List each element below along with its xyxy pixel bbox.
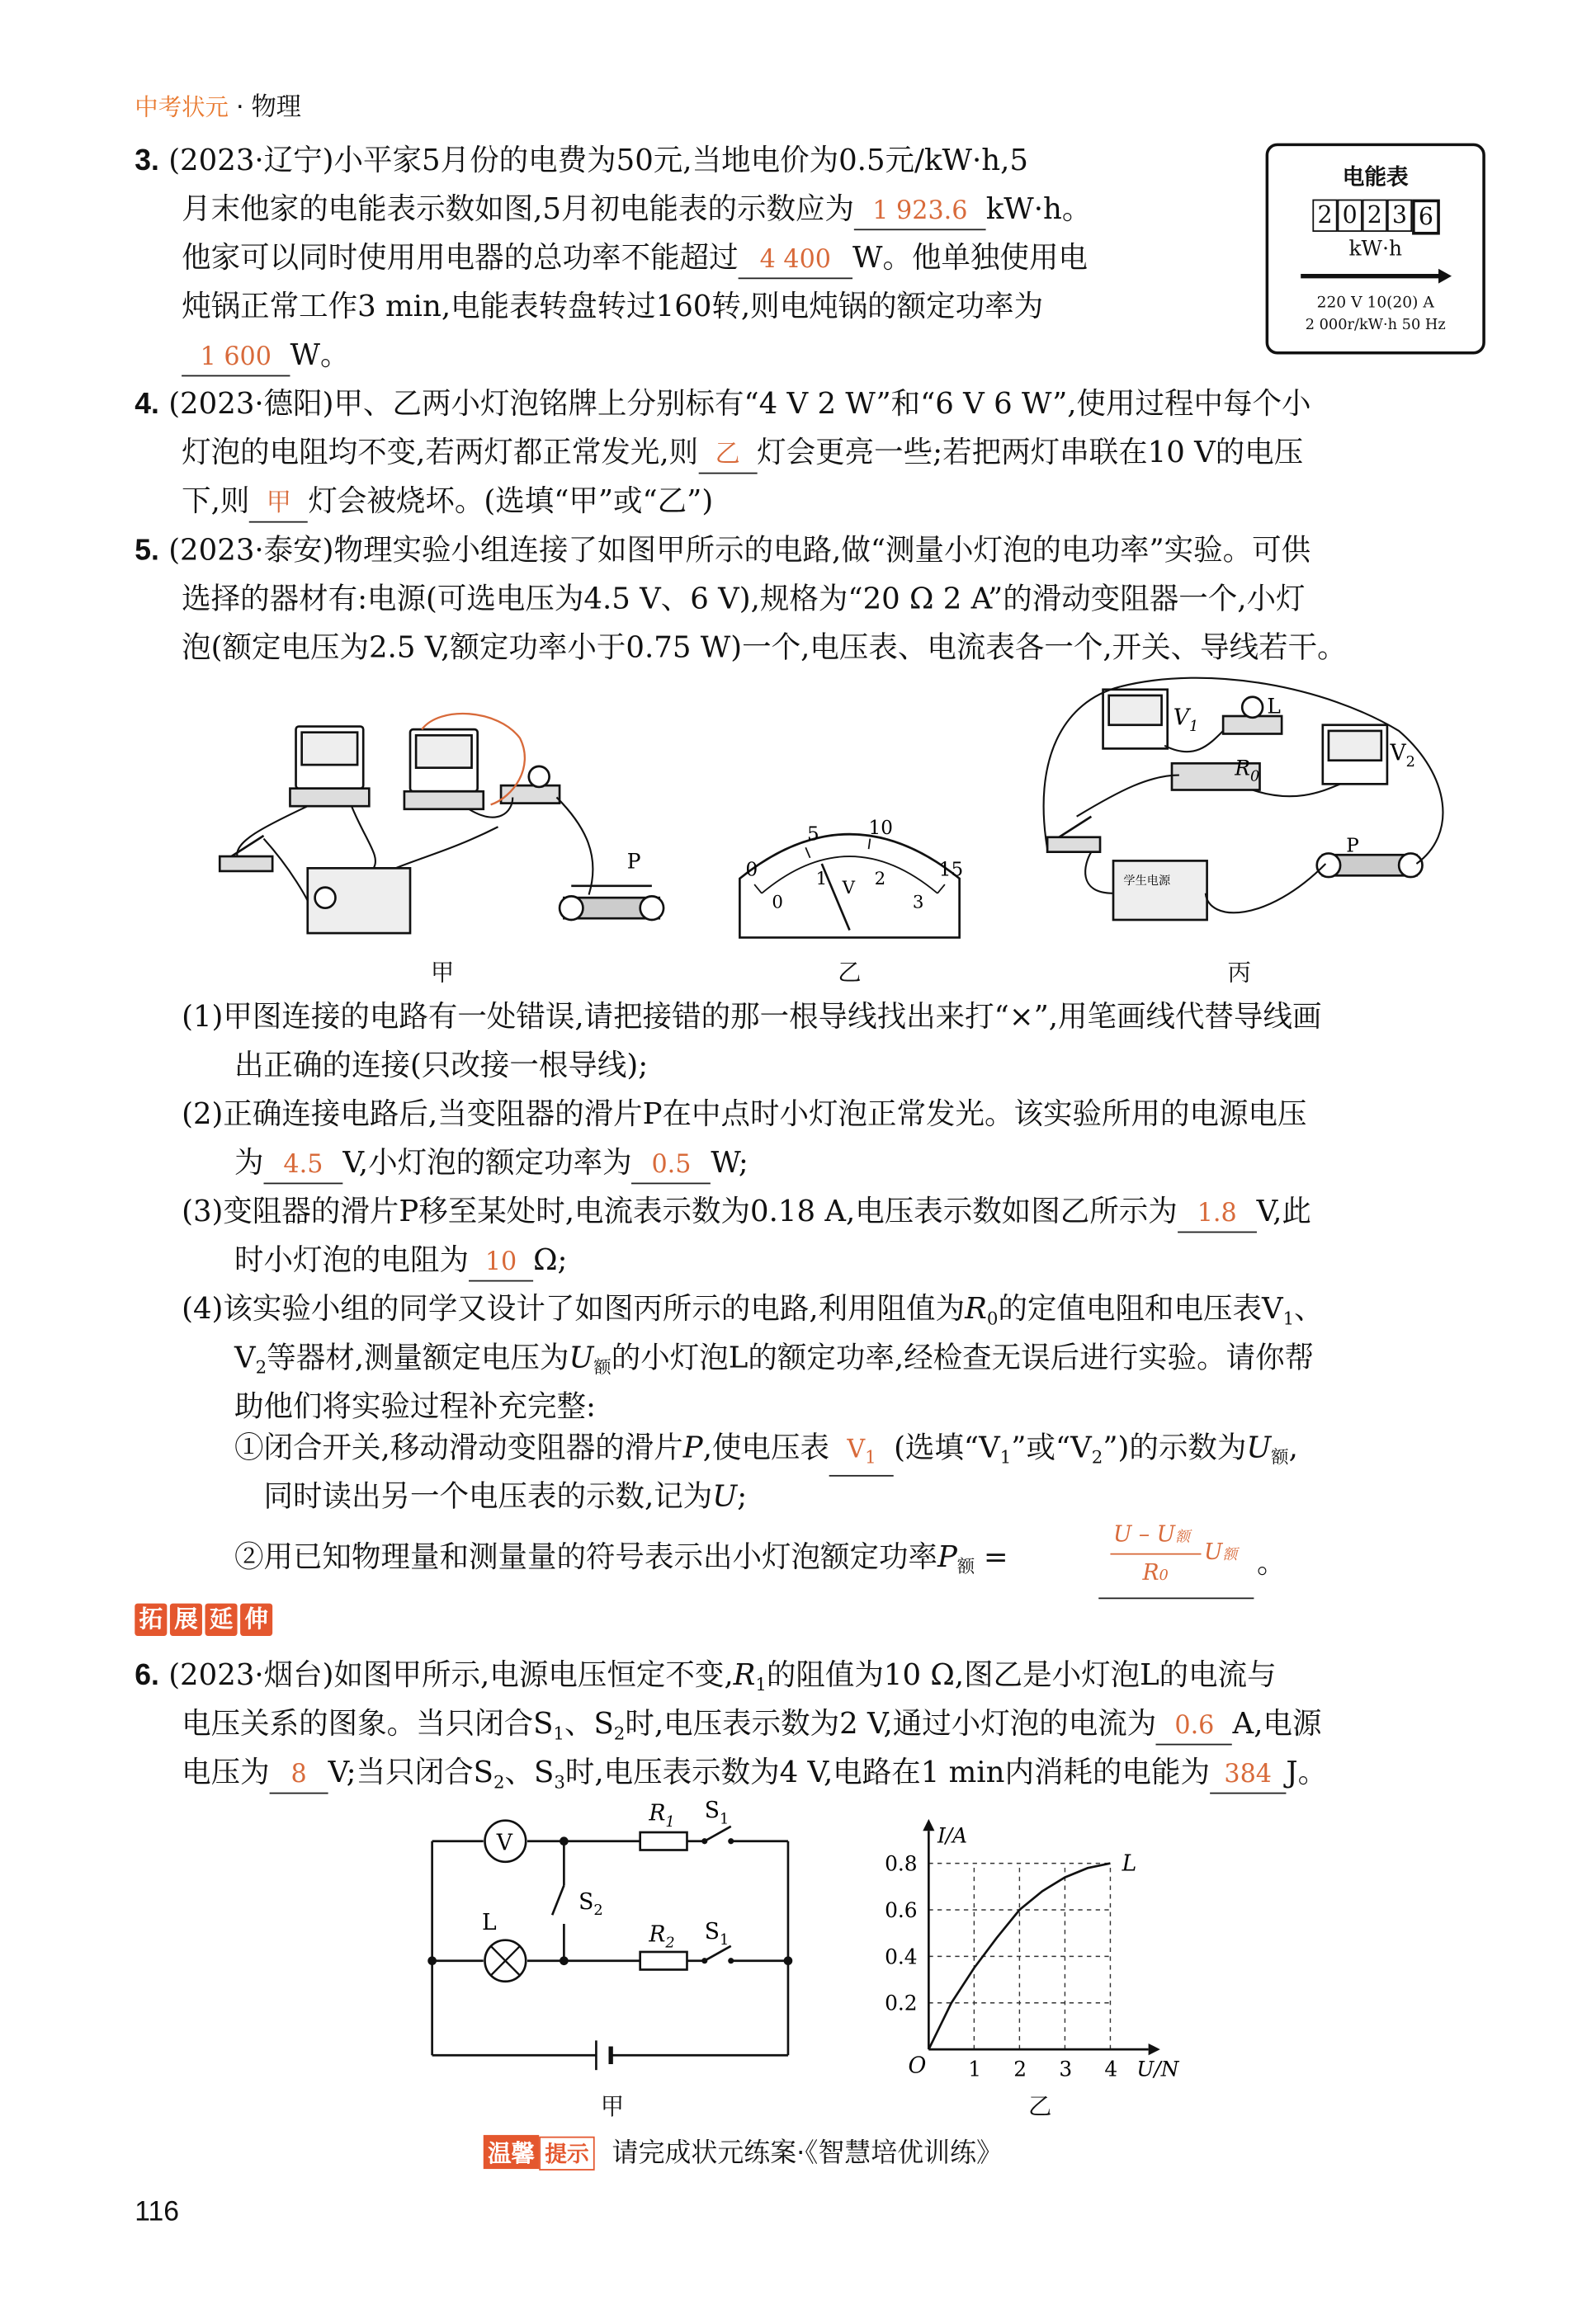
q6-s3-sub: 3: [554, 1771, 565, 1793]
dial-top-15: 15: [938, 858, 964, 881]
q5-step2-text-a: ②用已知物理量和测量量的符号表示出小灯泡额定功率: [234, 1538, 937, 1574]
q4-text-3a: 下,则: [182, 483, 250, 519]
q5-step2-end: 。: [1256, 1544, 1287, 1580]
q6-s2b-sub: 2: [493, 1771, 505, 1793]
bing-label-p: P: [1346, 834, 1359, 857]
q6-line1: [135, 1653, 1276, 1705]
q6-text-3c: 、S: [504, 1754, 555, 1790]
meter-digits: [1312, 200, 1439, 235]
dial-bottom-3: 3: [912, 892, 924, 913]
footer-tip-label-2: 提示: [539, 2137, 594, 2171]
q5-step2-answer: [1098, 1518, 1254, 1599]
q5-step1-line2: [264, 1475, 748, 1516]
meter-dial-arrow: [1298, 267, 1453, 285]
q3-answer-2: 4 400: [739, 243, 852, 280]
q3-line4: [182, 285, 1043, 326]
q5-step2-denominator: R0: [1142, 1558, 1169, 1586]
q5-p4-r0-sub: 0: [986, 1308, 999, 1329]
q5-step1-p: P: [682, 1429, 703, 1465]
graph-origin-label: O: [908, 2053, 927, 2079]
q5-p3-line2: [234, 1239, 568, 1282]
q5-step2-multiplier: U额: [1204, 1538, 1238, 1566]
q5-p4-text-b2: 的小灯泡L的额定功率,经检查无误后进行实验。请你帮: [611, 1339, 1315, 1375]
footer-tip-label-1: 温馨: [484, 2135, 539, 2169]
q5-p1-line1: [182, 995, 1321, 1036]
q5-p4-v1: V: [1261, 1290, 1283, 1327]
q5-p1-text-a: (1)甲图连接的电路有一处错误,请把接错的那一根导线找出来打“×”,用笔画线代替导线画: [182, 997, 1322, 1034]
q5-line1: [135, 529, 1310, 572]
q6-answer-2: 8: [270, 1757, 328, 1794]
q3-line1: [135, 139, 1028, 181]
meter-digit: 2: [1312, 200, 1337, 232]
graph-y-axis-arrow: [923, 1819, 934, 1831]
q6-text-3e: J。: [1286, 1754, 1328, 1790]
q5-step1-text-a: ①闭合开关,移动滑动变阻器的滑片: [234, 1429, 683, 1465]
q6-text-1b: 的阻值为10 Ω,图乙是小灯泡L的电流与: [766, 1657, 1277, 1692]
graph-y-tick-label: 0.8: [885, 1851, 918, 1876]
q3-answer-1: 1 923.6: [854, 193, 986, 230]
q5-step1-u: U: [1246, 1429, 1272, 1465]
q5-step1-text-c: (选填“V: [894, 1429, 1000, 1465]
q4-answer-2: 甲: [249, 486, 308, 523]
q6-s1: S: [533, 1705, 554, 1742]
dial-unit: V: [842, 877, 855, 898]
graph-x-tick-label: 2: [1013, 2057, 1027, 2081]
q5-step1-text-g: 同时读出另一个电压表的示数,记为: [263, 1478, 713, 1514]
dial-bottom-1: 1: [815, 868, 828, 890]
figure-jia-circuit: [205, 709, 704, 967]
dial-bottom-0: 0: [772, 892, 783, 913]
q5-p3-text-a2: V,此: [1256, 1193, 1311, 1229]
q5-p2-line1: [182, 1092, 1306, 1134]
q3-line5: [182, 333, 349, 376]
q5-p4-u: U: [569, 1339, 594, 1375]
meter-digit-decimal: 6: [1412, 200, 1440, 235]
q3-number: 3.: [135, 144, 159, 177]
graph-x-tick-label: 1: [968, 2057, 982, 2081]
q5-p2-answer-2: 0.5: [632, 1148, 711, 1185]
header-subject: 物理: [251, 92, 301, 123]
q6-circuit-caption: 甲: [600, 2092, 625, 2121]
dial-bottom-2: 2: [874, 868, 886, 890]
meter-unit: kW·h: [1348, 238, 1402, 262]
q5-p1-line2: [234, 1044, 648, 1085]
q4-number: 4.: [135, 388, 159, 422]
graph-x-tick-label: 3: [1059, 2057, 1073, 2081]
q3-text-3b: W。他单独使用电: [852, 238, 1089, 275]
q5-step2-p-sub: 额: [956, 1556, 975, 1577]
graph-series-label: L: [1122, 1850, 1137, 1877]
q4-text-2b: 灯会更亮一些;若把两灯串联在10 V的电压: [757, 434, 1304, 470]
graph-y-tick-label: 0.6: [885, 1897, 918, 1922]
q5-step2-p: P: [937, 1538, 957, 1574]
q6-line2: [182, 1703, 1321, 1755]
q5-step2-fraction-bar: [1110, 1553, 1201, 1555]
q6-circuit-r2: $R_2$: [649, 1921, 675, 1952]
q5-text-1: (2023·泰安)物理实验小组连接了如图甲所示的电路,做“测量小灯泡的电功率”实验。可供: [168, 531, 1311, 568]
section-tag-char: 延: [205, 1604, 238, 1636]
q5-line3: [182, 626, 1347, 667]
q3-text-5b: W。: [290, 337, 350, 373]
q5-p4-v2-sub: 2: [255, 1356, 267, 1378]
q6-circuit-s2: $S_2$: [578, 1888, 603, 1920]
q5-step2-numerator: U – U额: [1113, 1520, 1190, 1548]
meter-title: 电能表: [1342, 163, 1409, 191]
q6-iu-graph: [879, 1816, 1194, 2089]
q5-p4-u-sub: 额: [593, 1356, 612, 1378]
graph-x-tick-label: 4: [1104, 2057, 1118, 2081]
q5-step1-text-b: ,使电压表: [702, 1429, 829, 1465]
q5-p4-v2: V: [234, 1339, 256, 1375]
meter-digit: 2: [1362, 200, 1387, 232]
q5-number: 5.: [135, 534, 159, 568]
q6-text-3d: 时,电压表示数为4 V,电路在1 min内消耗的电能为: [564, 1754, 1211, 1790]
q5-step1-sub-2: 2: [1091, 1446, 1103, 1468]
q5-p2-text-b1: 为: [234, 1144, 264, 1180]
q5-p4-line1: [182, 1288, 1324, 1340]
q5-text-2: 选择的器材有:电源(可选电压为4.5 V、6 V),规格为“20 Ω 2 A”的滑动变阻器一个,小灯: [182, 580, 1306, 616]
q3-answer-3: 1 600: [182, 340, 290, 377]
q5-step1-sub-1: 1: [999, 1446, 1012, 1468]
page-number: 116: [135, 2197, 180, 2228]
energy-meter: [1266, 144, 1485, 355]
graph-grid: [928, 1864, 1110, 2050]
q6-r1: R: [733, 1657, 756, 1692]
meter-spec-2: 2 000r/kW·h 50 Hz: [1305, 317, 1446, 334]
q6-text-2a: 电压关系的图象。当只闭合: [182, 1705, 534, 1742]
q5-step1-text-d: ”或“V: [1011, 1429, 1092, 1465]
q5-p3-answer-2: 10: [469, 1245, 533, 1282]
q5-p4-text-a1: (4)该实验小组的同学又设计了如图丙所示的电路,利用阻值为: [182, 1290, 966, 1327]
figure-bing-circuit: [1032, 672, 1472, 959]
figure-bing-caption: 丙: [1227, 958, 1251, 987]
graph-x-axis-label: U/N: [1136, 2057, 1179, 2081]
jia-label-p: P: [626, 849, 641, 874]
graph-ticks: [885, 1851, 1117, 2081]
q5-p2-answer-1: 4.5: [264, 1148, 343, 1185]
bing-label-v1: $V_1$: [1173, 705, 1199, 735]
q6-circuit-s3: $S_1$: [704, 1918, 730, 1949]
q6-answer-1: 0.6: [1156, 1709, 1232, 1746]
graph-y-tick-label: 0.2: [885, 1991, 918, 2015]
q6-answer-3: 384: [1210, 1757, 1286, 1794]
q5-step2-eq: =: [983, 1538, 1008, 1574]
q3-text-1: (2023·辽宁)小平家5月份的电费为50元,当地电价为0.5元/kW·h,5: [168, 141, 1029, 177]
q4-line2: [182, 431, 1303, 474]
q6-r1-sub: 1: [755, 1674, 767, 1695]
q5-p2-text-b2: V,小灯泡的额定功率为: [342, 1144, 632, 1180]
footer-tip-text: 请完成状元练案·《智慧培优训练》: [612, 2138, 1003, 2170]
q5-p4-line3: [234, 1385, 596, 1426]
q5-p4-text-a3: 、: [1294, 1290, 1324, 1327]
header-brand: 中考状元: [135, 92, 229, 121]
bing-label-l: L: [1267, 694, 1281, 719]
q6-text-3a: 电压为: [182, 1754, 270, 1790]
q6-text-3b: V;当只闭合S: [328, 1754, 493, 1790]
q5-p3-text-a1: (3)变阻器的滑片P移至某处时,电流表示数为0.18 A,电压表示数如图乙所示为: [182, 1193, 1178, 1229]
q6-s2-sub: 2: [613, 1723, 626, 1744]
q4-text-1: (2023·德阳)甲、乙两小灯泡铭牌上分别标有“4 V 2 W”和“6 V 6 W”,使用过程中每个小: [168, 385, 1311, 422]
q5-step1-answer: $V_1$: [829, 1432, 894, 1477]
section-tag-char: 伸: [240, 1604, 272, 1636]
q5-p4-r0: R: [965, 1290, 987, 1327]
q3-line3: [182, 236, 1088, 279]
q5-p1-text-b: 出正确的连接(只改接一根导线);: [234, 1046, 649, 1082]
q6-text-1a: (2023·烟台)如图甲所示,电源电压恒定不变,: [168, 1657, 734, 1692]
q5-step1-g-u: U: [712, 1478, 738, 1514]
q6-circuit-r1: $R_1$: [649, 1800, 675, 1831]
q5-p3-text-b1: 时小灯泡的电阻为: [234, 1242, 469, 1278]
q5-p3-answer-1: 1.8: [1178, 1196, 1257, 1233]
bing-psu-label: 学生电源: [1123, 874, 1171, 889]
q5-p2-text-a: (2)正确连接电路后,当变阻器的滑片P在中点时小灯泡正常发光。该实验所用的电源电压: [182, 1095, 1307, 1131]
q6-circuit-v: V: [496, 1830, 512, 1856]
q3-text-4: 炖锅正常工作3 min,电能表转盘转过160转,则电炖锅的额定功率为: [182, 287, 1044, 323]
q5-step1-comma: ,: [1288, 1429, 1298, 1465]
q6-text-2e: A,电源: [1232, 1705, 1322, 1742]
q5-text-3: 泡(额定电压为2.5 V,额定功率小于0.75 W)一个,电压表、电流表各一个,开关、导线若干。: [182, 629, 1347, 665]
header: [135, 86, 301, 123]
section-tag-char: 展: [170, 1604, 202, 1636]
q3-line2: [182, 187, 1091, 230]
q3-text-2a: 月末他家的电能表示数如图,5月初电能表的示数应为: [182, 190, 854, 226]
q5-p2-line2: [234, 1141, 748, 1184]
q5-step2-line: [234, 1535, 1017, 1587]
figure-jia-caption: 甲: [430, 958, 455, 987]
q5-p4-v1-sub: 1: [1282, 1308, 1295, 1329]
q5-p4-text-b1: 等器材,测量额定电压为: [267, 1339, 569, 1375]
q3-text-2b: kW·h。: [985, 190, 1092, 226]
q6-text-2c: 、S: [564, 1705, 614, 1742]
q4-line3: [182, 480, 713, 523]
meter-spec-1: 220 V 10(20) A: [1316, 294, 1434, 312]
graph-y-axis-label: I/A: [937, 1823, 968, 1848]
footer-tip: [484, 2132, 1003, 2171]
q5-step1-text-e: ”)的示数为: [1103, 1429, 1247, 1465]
dial-top-5: 5: [807, 823, 819, 846]
q4-answer-1: 乙: [698, 437, 757, 474]
q5-line2: [182, 577, 1305, 619]
dial-top-0: 0: [745, 858, 758, 881]
figure-yi-caption: 乙: [838, 958, 862, 987]
q5-step1-g-end: ;: [737, 1478, 748, 1514]
dial-top-10: 10: [868, 817, 893, 840]
q4-text-2a: 灯泡的电阻均不变,若两灯都正常发光,则: [182, 434, 699, 470]
q6-text-2d: 时,电压表示数为2 V,通过小灯泡的电流为: [625, 1705, 1157, 1742]
graph-x-axis-arrow: [1149, 2044, 1160, 2055]
q4-line1: [135, 383, 1310, 426]
q6-s1-sub: 1: [553, 1723, 564, 1744]
bing-label-v2: $V_2$: [1390, 740, 1415, 771]
q6-number: 6.: [135, 1659, 159, 1692]
graph-y-tick-label: 0.4: [885, 1945, 918, 1969]
header-dot: ·: [235, 92, 244, 123]
meter-digit: 3: [1387, 200, 1412, 232]
section-tag-extension: [135, 1604, 276, 1636]
q3-text-3a: 他家可以同时使用用电器的总功率不能超过: [182, 238, 739, 275]
bing-label-r0: $R_0$: [1235, 756, 1260, 785]
section-tag-char: 拓: [135, 1604, 167, 1636]
q5-p4-text-c: 助他们将实验过程补充完整:: [234, 1388, 596, 1424]
q5-step1-line1: [234, 1426, 1298, 1478]
figure-yi-voltmeter-dial: [725, 804, 975, 952]
q5-p3-line1: [182, 1190, 1311, 1233]
meter-digit: 0: [1338, 200, 1362, 232]
q5-p3-text-b2: Ω;: [533, 1242, 568, 1278]
q6-graph-caption: 乙: [1028, 2092, 1052, 2121]
q4-text-3b: 灯会被烧坏。(选填“甲”或“乙”): [308, 483, 714, 519]
q6-circuit-s1: $S_1$: [704, 1798, 730, 1828]
q5-p2-text-b3: W;: [711, 1144, 748, 1180]
q5-p4-line2: [234, 1336, 1314, 1388]
q5-step1-u-sub: 额: [1271, 1446, 1289, 1468]
q6-circuit-diagram: [418, 1794, 805, 2081]
q6-circuit-l: L: [481, 1910, 497, 1936]
q5-p4-text-a2: 的定值电阻和电压表: [998, 1290, 1262, 1327]
